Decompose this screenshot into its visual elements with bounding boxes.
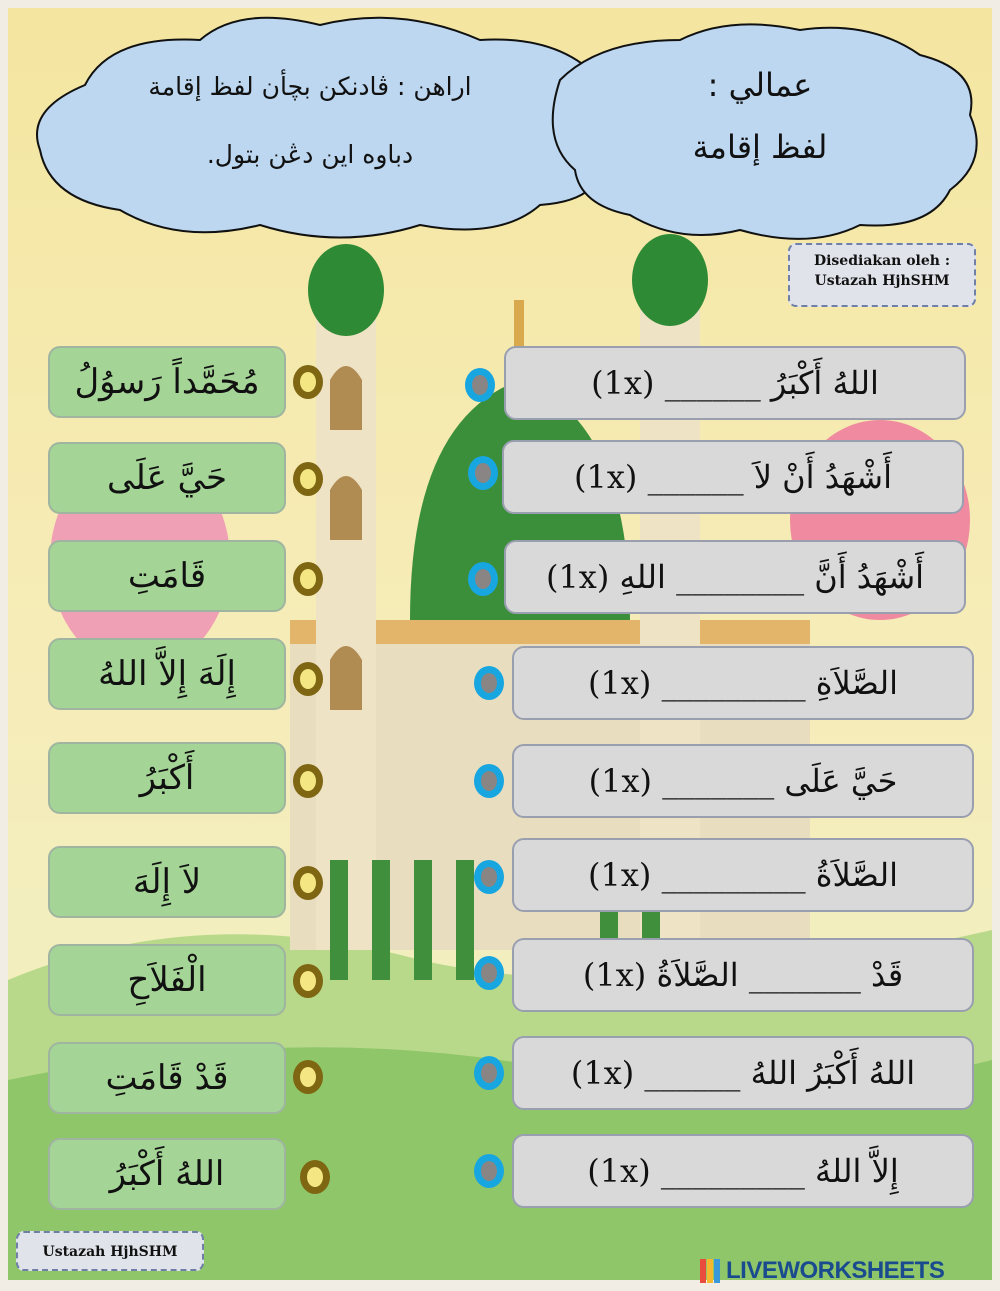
- answer-box-2: حَيَّ عَلَى: [48, 442, 286, 514]
- instruction-line-2: دباوه اين دڠن بتول.: [206, 140, 414, 169]
- question-match-dot-3[interactable]: [468, 562, 498, 596]
- question-match-dot-4[interactable]: [474, 666, 504, 700]
- credit-label: Disediakan oleh :: [813, 253, 951, 269]
- question-match-dot-7[interactable]: [474, 956, 504, 990]
- question-box-7: قَدْ _______ الصَّلاَةُ (1x): [512, 938, 974, 1012]
- footer-credit: Ustazah HjhSHM: [16, 1231, 204, 1271]
- liveworksheets-logo[interactable]: [700, 1257, 995, 1285]
- answer-box-7: الْفَلاَحِ: [48, 944, 286, 1016]
- instruction-line-1: اراهن : ڤادنكن بچأن لفظ إقامة: [148, 72, 472, 101]
- question-box-2: أَشْهَدُ أَنْ لاَ ______ (1x): [502, 440, 964, 514]
- answer-box-3: قَامَتِ: [48, 540, 286, 612]
- answer-match-dot-8[interactable]: [293, 1060, 323, 1094]
- answer-match-dot-5[interactable]: [293, 764, 323, 798]
- question-box-4: الصَّلاَةِ _________ (1x): [512, 646, 974, 720]
- question-match-dot-6[interactable]: [474, 860, 504, 894]
- answer-box-8: قَدْ قَامَتِ: [48, 1042, 286, 1114]
- question-match-dot-8[interactable]: [474, 1056, 504, 1090]
- question-box-5: حَيَّ عَلَى _______ (1x): [512, 744, 974, 818]
- worksheet-subtitle: لفظ إقامة: [692, 128, 828, 166]
- answer-match-dot-6[interactable]: [293, 866, 323, 900]
- answer-match-dot-3[interactable]: [293, 562, 323, 596]
- answer-match-dot-9[interactable]: [300, 1160, 330, 1194]
- question-match-dot-5[interactable]: [474, 764, 504, 798]
- worksheet-title: عمالي :: [707, 66, 813, 104]
- question-box-8: اللهُ أَكْبَرُ اللهُ ______ (1x): [512, 1036, 974, 1110]
- answer-match-dot-2[interactable]: [293, 462, 323, 496]
- question-box-6: الصَّلاَةُ _________ (1x): [512, 838, 974, 912]
- question-box-3: أَشْهَدُ أَنَّ ________ اللهِ (1x): [504, 540, 966, 614]
- brand-name: LIVEWORKSHEETS: [726, 1257, 945, 1284]
- credit-author: Ustazah HjhSHM: [814, 273, 950, 289]
- answer-box-4: إِلَهَ إِلاَّ اللهُ: [48, 638, 286, 710]
- question-match-dot-9[interactable]: [474, 1154, 504, 1188]
- question-box-9: إِلاَّ اللهُ _________ (1x): [512, 1134, 974, 1208]
- answer-box-1: مُحَمَّداً رَسوُلُ: [48, 346, 286, 418]
- answer-box-5: أَكْبَرُ: [48, 742, 286, 814]
- question-box-1: اللهُ أَكْبَرُ ______ (1x): [504, 346, 966, 420]
- answer-match-dot-1[interactable]: [293, 365, 323, 399]
- answer-box-6: لاَ إِلَهَ: [48, 846, 286, 918]
- question-match-dot-1[interactable]: [465, 368, 495, 402]
- answer-match-dot-4[interactable]: [293, 662, 323, 696]
- answer-match-dot-7[interactable]: [293, 964, 323, 998]
- credit-box: [788, 243, 976, 307]
- answer-box-9: اللهُ أَكْبَرُ: [48, 1138, 286, 1210]
- liveworksheets-logo-icon: [700, 1259, 722, 1283]
- question-match-dot-2[interactable]: [468, 456, 498, 490]
